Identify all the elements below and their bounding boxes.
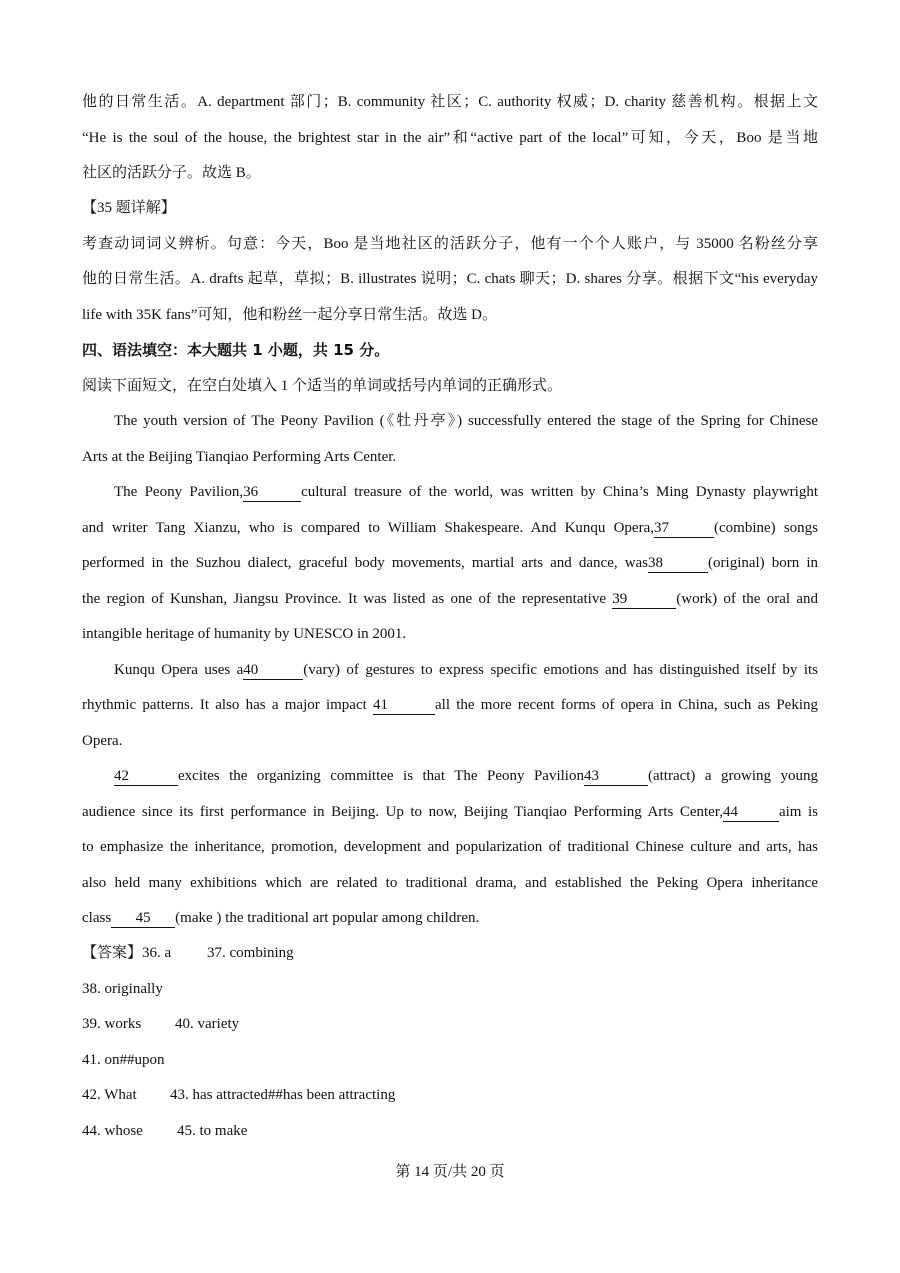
passage-p4-line-5 (82, 908, 479, 928)
answer-45: 45. to make (177, 1123, 248, 1139)
text-segment: (work) of the oral and (676, 591, 818, 607)
text-segment: Kunqu Opera uses a (114, 662, 244, 678)
answer-40: 40. variety (175, 1016, 240, 1032)
passage-p4-line-2 (82, 802, 818, 822)
answer-42: 42. What (82, 1087, 137, 1103)
answer-44: 44. whose (82, 1123, 143, 1139)
answer-43: 43. has attracted##has been attracting (170, 1087, 396, 1103)
passage-p2-line-2 (82, 518, 818, 538)
passage-p1-line-2: Arts at the Beijing Tianqiao Performing Arts Center. (82, 449, 397, 465)
blank-40: 40 (243, 662, 303, 680)
answer-38: 38. originally (82, 981, 163, 997)
text-segment: The Peony Pavilion, (114, 484, 244, 500)
passage-p3-line-2 (82, 695, 818, 715)
text-segment: (make ) the traditional art popular among children. (175, 910, 480, 926)
prev-explanation-line-3: 社区的活跃分子。故选 B。 (82, 165, 261, 181)
passage-p2-line-5: intangible heritage of humanity by UNESCO in 2001. (82, 626, 407, 642)
section-heading: 四、语法填空：本大题共 1 小题，共 15 分。 (82, 341, 390, 359)
text-segment: performed in the Suzhou dialect, graceful body movements, martial arts and dance, was (82, 555, 649, 571)
answer-label-36: 【答案】36. a (82, 945, 172, 961)
passage-p2-line-1 (114, 482, 818, 502)
text-segment: (vary) of gestures to express specific emotions and has distinguished itself by its (303, 662, 818, 678)
passage-p2-line-3 (82, 553, 818, 573)
blank-37: 37 (654, 520, 714, 538)
text-segment: and writer Tang Xianzu, who is compared to William Shakespeare. And Kunqu Opera, (82, 520, 654, 536)
prev-explanation-line-2: “He is the soul of the house, the brightest star in the air”和“active part of the local”可知，今天，Boo 是当地 (82, 130, 818, 146)
passage-p3-line-3: Opera. (82, 733, 123, 749)
text-segment: (original) born in (708, 555, 818, 571)
q35-title: 【35 题详解】 (82, 200, 176, 216)
blank-45: 45 (111, 910, 175, 928)
text-segment: audience since its first performance in Beijing. Up to now, Beijing Tianqiao Performing Arts Center, (82, 804, 723, 820)
blank-38: 38 (648, 555, 708, 573)
blank-39: 39 (612, 591, 676, 609)
prev-explanation-line-1: 他的日常生活。A. department 部门；B. community 社区；C. authority 权威；D. charity 慈善机构。根据上文 (82, 94, 818, 110)
text-segment: (attract) a growing young (647, 768, 818, 784)
text-segment: aim is (778, 804, 818, 820)
passage-p1-line-1: The youth version of The Peony Pavilion (《牡丹亭》) successfully entered the stage of the Spring for Chinese (114, 413, 818, 429)
passage-p2-line-4 (82, 589, 818, 609)
passage-p4-line-1 (114, 766, 818, 786)
text-segment: excites the organizing committee is that The Peony Pavilion (178, 768, 584, 784)
page-number-footer: 第 14 页/共 20 页 (395, 1164, 505, 1180)
blank-41: 41 (373, 697, 435, 715)
text-segment: class (82, 910, 112, 926)
q35-line-1: 考查动词词义辨析。句意：今天，Boo 是当地社区的活跃分子，他有一个个人账户，与 35000 名粉丝分享 (82, 236, 818, 252)
answer-39: 39. works (82, 1016, 142, 1032)
q35-line-2: 他的日常生活。A. drafts 起草，草拟；B. illustrates 说明；C. chats 聊天；D. shares 分享。根据下文“his everyday (82, 271, 818, 287)
text-segment: the region of Kunshan, Jiangsu Province. It was listed as one of the representative (82, 591, 606, 607)
blank-36: 36 (243, 484, 301, 502)
answer-37: 37. combining (207, 945, 294, 961)
passage-p4-line-3: to emphasize the inheritance, promotion, development and popularization of traditional Chinese culture and arts, has (82, 839, 818, 855)
text-segment: all the more recent forms of opera in China, such as Peking (435, 697, 819, 713)
text-segment: cultural treasure of the world, was written by China’s Ming Dynasty playwright (301, 484, 818, 500)
blank-43: 43 (584, 768, 648, 786)
answer-41: 41. on##upon (82, 1052, 165, 1068)
section-instruction: 阅读下面短文，在空白处填入 1 个适当的单词或括号内单词的正确形式。 (82, 378, 563, 394)
blank-42: 42 (114, 768, 178, 786)
q35-line-3: life with 35K fans”可知，他和粉丝一起分享日常生活。故选 D。 (82, 307, 497, 323)
blank-44: 44 (723, 804, 779, 822)
passage-p3-line-1 (114, 660, 818, 680)
text-segment: (combine) songs (714, 520, 818, 536)
text-segment: rhythmic patterns. It also has a major impact (82, 697, 367, 713)
passage-p4-line-4: also held many exhibitions which are related to traditional drama, and established the Peking Opera inheritance (82, 875, 818, 891)
